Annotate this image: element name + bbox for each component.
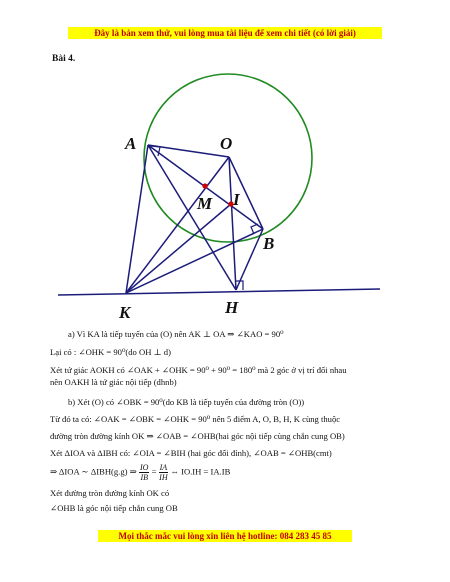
solution-line-3: Xét tứ giác AOKH có ∠OAK + ∠OHK = 90⁰ + 90⁰ = 180⁰ mà 2 góc ở vị trí đối nhau bbox=[50, 365, 347, 375]
segment-ki bbox=[126, 204, 231, 293]
solution-line-1: a) Vì KA là tiếp tuyến của (O) nên AK ⊥ OA ⇒ ∠KAO = 90⁰ bbox=[68, 329, 284, 339]
preview-notice-banner: Đây là bản xem thử, vui lòng mua tài liệu để xem chi tiết (có lời giải) bbox=[68, 27, 382, 39]
segment-ah bbox=[148, 145, 236, 290]
solution-line-2: Lại có : ∠OHK = 90⁰(do OH ⊥ d) bbox=[50, 347, 171, 357]
line9-eq: = bbox=[151, 466, 157, 477]
label-a: A bbox=[125, 134, 137, 153]
label-i: I bbox=[233, 190, 240, 209]
solution-line-8: Xét ΔIOA và ΔIBH có: ∠OIA = ∠BIH (hai góc đối đỉnh), ∠OAB = ∠OHB(cmt) bbox=[50, 448, 332, 458]
hotline-banner: Mọi thắc mắc vui lòng xin liên hệ hotline: 084 283 45 85 bbox=[98, 530, 352, 542]
label-o: O bbox=[220, 134, 233, 153]
line9-prefix: ⇒ ΔIOA ∼ ΔIBH(g.g) ⇒ bbox=[50, 466, 137, 477]
label-h: H bbox=[225, 298, 239, 317]
segment-ka bbox=[126, 145, 148, 293]
solution-line-9 bbox=[50, 463, 230, 482]
segment-oh bbox=[229, 157, 236, 290]
fraction-io-ib-num: IO bbox=[140, 463, 149, 472]
label-m: M bbox=[197, 194, 213, 213]
line9-suffix: ⇔ IO.IH = IA.IB bbox=[170, 466, 231, 477]
label-b: B bbox=[263, 234, 275, 253]
point-m bbox=[202, 183, 207, 188]
solution-line-4: nên OAKH là tứ giác nội tiếp (dhnb) bbox=[50, 377, 177, 387]
solution-line-5: b) Xét (O) có ∠OBK = 90⁰(do KB là tiếp tuyến của đường tròn (O)) bbox=[68, 397, 305, 407]
segment-ok bbox=[126, 157, 229, 293]
fraction-io-ib bbox=[139, 463, 149, 482]
label-k: K bbox=[119, 303, 131, 322]
solution-line-10: Xét đường tròn đường kính OK có bbox=[50, 488, 170, 498]
fraction-io-ib-den: IB bbox=[140, 473, 148, 482]
solution-line-6: Từ đó ta có: ∠OAK = ∠OBK = ∠OHK = 90⁰ nên 5 điểm A, O, B, H, K cùng thuộc bbox=[50, 414, 341, 424]
fraction-ia-ih bbox=[159, 463, 169, 482]
problem-heading: Bài 4. bbox=[52, 54, 76, 64]
fraction-ia-ih-den: IH bbox=[159, 473, 168, 482]
line-d bbox=[58, 289, 380, 295]
solution-line-7: đường tròn đường kính OK ⇒ ∠OAB = ∠OHB(hai góc nội tiếp cùng chắn cung OB) bbox=[50, 431, 345, 441]
fraction-ia-ih-num: IA bbox=[159, 463, 168, 472]
solution-line-11: ∠OHB là góc nội tiếp chắn cung OB bbox=[50, 503, 178, 513]
